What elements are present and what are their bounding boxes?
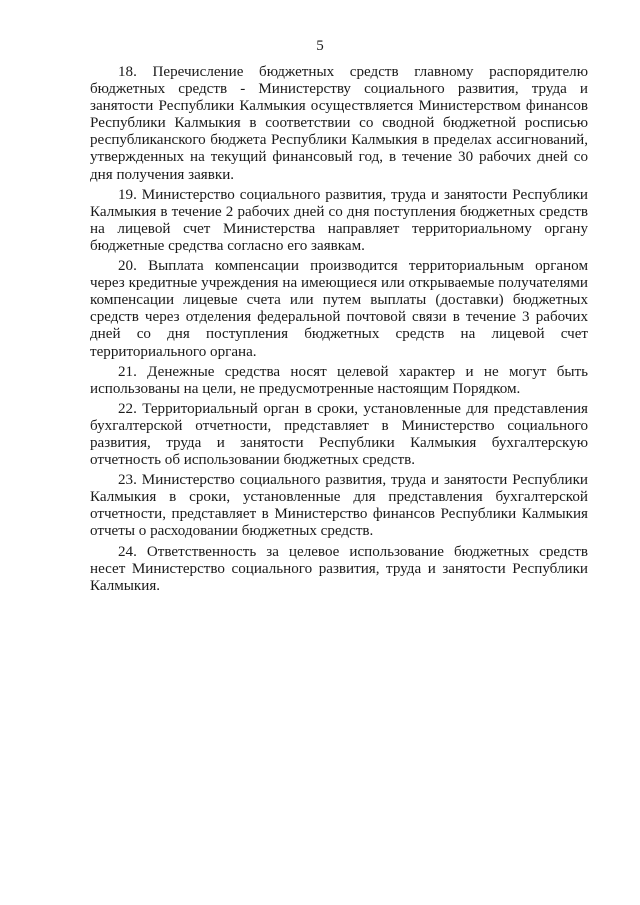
paragraph-22: 22. Территориальный орган в сроки, установленные для представления бухгалтерской отчетности, представляет в Министерство социального развития, труда и занятости Республики Калмыкия бухгалтерскую отчетность об использовании бюджетных средств. xyxy=(90,400,588,469)
page-number: 5 xyxy=(316,38,324,54)
paragraph-18: 18. Перечисление бюджетных средств главному распорядителю бюджетных средств - Министерству социального развития, труда и занятости Республики Калмыкия осуществляется Министерством финансов Республики Калмыкия в соответствии со сводной бюджетной росписью республиканского бюджета Республики Калмыкия в пределах ассигнований, утвержденных на текущий финансовый год, в течение 30 рабочих дней со дня получения заявки. xyxy=(90,64,588,183)
paragraph-23: 23. Министерство социального развития, труда и занятости Республики Калмыкия в сроки, установленные для представления бухгалтерской отчетности, представляет в Министерство финансов Республики Калмыкия отчеты о расходовании бюджетных средств. xyxy=(90,472,588,540)
paragraph-24: 24. Ответственность за целевое использование бюджетных средств несет Министерство социального развития, труда и занятости Республики Калмыкия. xyxy=(90,543,588,594)
paragraph-19: 19. Министерство социального развития, труда и занятости Республики Калмыкия в течение 2 рабочих дней со дня поступления бюджетных средств на лицевой счет Министерства направляет территориальному органу бюджетные средства согласно его заявкам. xyxy=(90,186,588,254)
paragraph-20: 20. Выплата компенсации производится территориальным органом через кредитные учреждения на имеющиеся или открываемые получателями компенсации лицевые счета или путем выплаты (доставки) бюджетных средств через отделения федеральной почтовой связи в течение 3 рабочих дней со дня поступления бюджетных средств на лицевой счет территориального органа. xyxy=(90,258,588,360)
paragraph-21: 21. Денежные средства носят целевой характер и не могут быть использованы на цели, не предусмотренные настоящим Порядком. xyxy=(90,363,588,397)
document-body xyxy=(90,64,588,598)
